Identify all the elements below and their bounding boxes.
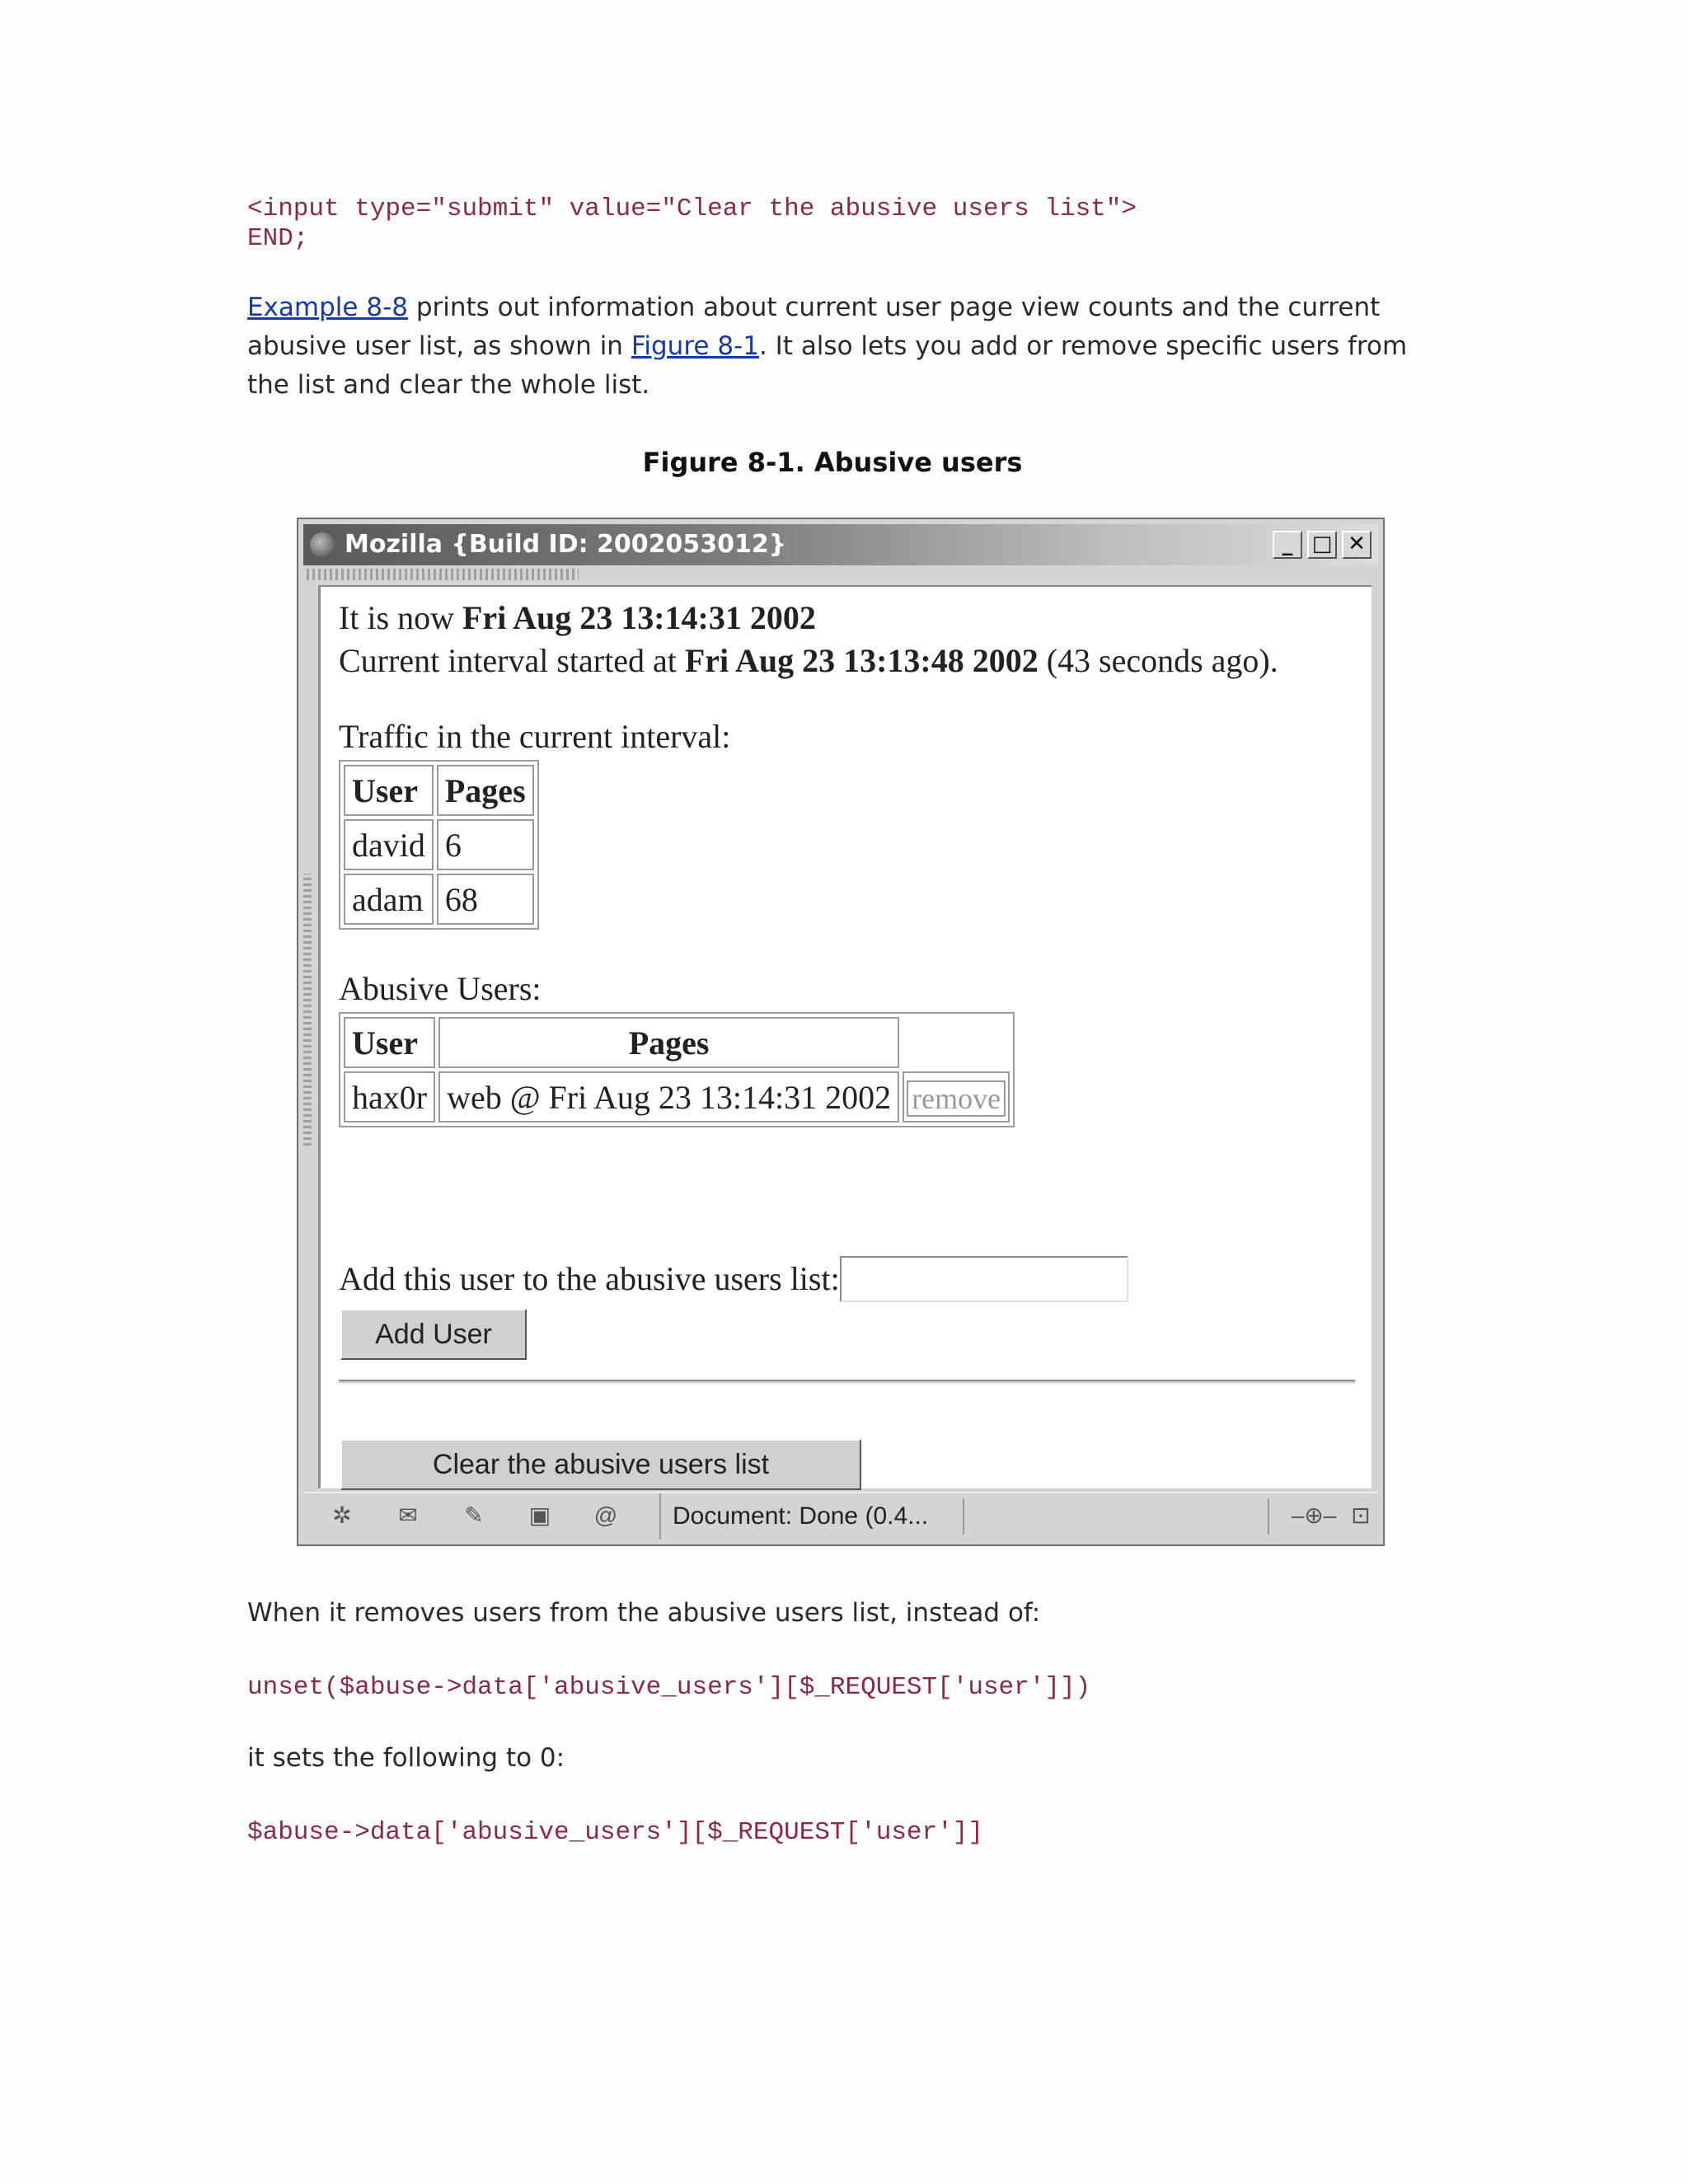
status-divider: [963, 1498, 964, 1535]
status-bar: [303, 1492, 1378, 1540]
current-time-value: Fri Aug 23 13:14:31 2002: [462, 599, 816, 636]
table-row: [344, 874, 534, 925]
current-time-line: It is now Fri Aug 23 13:14:31 2002: [339, 599, 816, 636]
mozilla-logo-icon: [310, 532, 335, 557]
code-line: END;: [247, 224, 309, 253]
abusive-users-table: [339, 1012, 1015, 1127]
abusive-users-label: Abusive Users:: [339, 970, 542, 1007]
traffic-label: Traffic in the current interval:: [339, 718, 731, 755]
remove-user-button[interactable]: remove: [907, 1080, 1006, 1117]
column-header: User: [344, 1017, 435, 1068]
column-header: Pages: [438, 1017, 899, 1068]
figure-caption: Figure 8-1. Abusive users: [642, 447, 1023, 478]
status-text: Document: Done (0.4...: [659, 1493, 928, 1540]
table-cell: 6: [437, 819, 534, 870]
table-header-row: [344, 1017, 1010, 1068]
status-divider: [1268, 1498, 1269, 1535]
page-content: [318, 585, 1372, 1488]
code-block-mid: unset($abuse->data['abusive_users'][$_REQUEST['user']]): [247, 1673, 1091, 1702]
paragraph: When it removes users from the abusive users list, instead of:: [247, 1598, 1041, 1628]
example-8-8-link[interactable]: Example 8-8: [247, 293, 408, 322]
minimize-button[interactable]: _: [1273, 531, 1302, 559]
column-header: Pages: [437, 765, 534, 816]
close-button[interactable]: ✕: [1342, 531, 1372, 559]
code-line: <input type="submit" value="Clear the abusive users list">: [247, 194, 1137, 223]
browser-window-screenshot: [297, 518, 1385, 1546]
title-bar: [303, 524, 1378, 565]
security-lock-icon[interactable]: ⊡: [1351, 1502, 1371, 1528]
mail-icon[interactable]: ✉: [398, 1502, 418, 1528]
column-header: User: [344, 765, 434, 816]
paragraph-text: . It also lets you add or remove specific users from the list and clear the whole list.: [247, 331, 1408, 400]
add-user-button[interactable]: Add User: [340, 1309, 527, 1360]
table-cell: hax0r: [344, 1071, 435, 1122]
interval-line: Current interval started at Fri Aug 23 13:13:48 2002 (43 seconds ago).: [339, 642, 1278, 679]
paragraph: it sets the following to 0:: [247, 1743, 565, 1773]
table-cell: web @ Fri Aug 23 13:14:31 2002: [438, 1071, 899, 1122]
code-block-top: [247, 194, 1137, 254]
code-block-bottom: $abuse->data['abusive_users'][$_REQUEST['user']]: [247, 1818, 983, 1847]
table-cell: adam: [344, 874, 434, 925]
maximize-button[interactable]: □: [1307, 531, 1337, 559]
clear-abusive-users-button[interactable]: Clear the abusive users list: [340, 1439, 861, 1490]
traffic-table: [339, 760, 539, 930]
horizontal-rule: [339, 1380, 1355, 1385]
table-cell: 68: [437, 874, 534, 925]
add-user-label: Add this user to the abusive users list:: [339, 1260, 840, 1297]
interval-start-value: Fri Aug 23 13:13:48 2002: [684, 642, 1039, 679]
online-status-icon[interactable]: –⊕–: [1291, 1502, 1337, 1528]
table-header-row: [344, 765, 534, 816]
figure-8-1-link[interactable]: Figure 8-1: [631, 331, 759, 361]
navigator-icon[interactable]: ✲: [332, 1502, 352, 1528]
table-cell: david: [344, 819, 434, 870]
table-row: [344, 1071, 1010, 1122]
paragraph-text: prints out information about current user page view counts and the current abusive user list, as shown in: [247, 293, 1381, 361]
table-row: [344, 819, 534, 870]
window-title: Mozilla {Build ID: 2002053012}: [345, 530, 787, 559]
sidebar-grippy[interactable]: [303, 874, 312, 1146]
chat-icon[interactable]: @: [593, 1502, 618, 1528]
add-user-input[interactable]: [840, 1256, 1128, 1302]
intro-paragraph: [247, 288, 1418, 405]
address-book-icon[interactable]: ▣: [528, 1502, 551, 1528]
toolbar-grippy[interactable]: [307, 569, 579, 580]
composer-icon[interactable]: ✎: [464, 1502, 484, 1528]
